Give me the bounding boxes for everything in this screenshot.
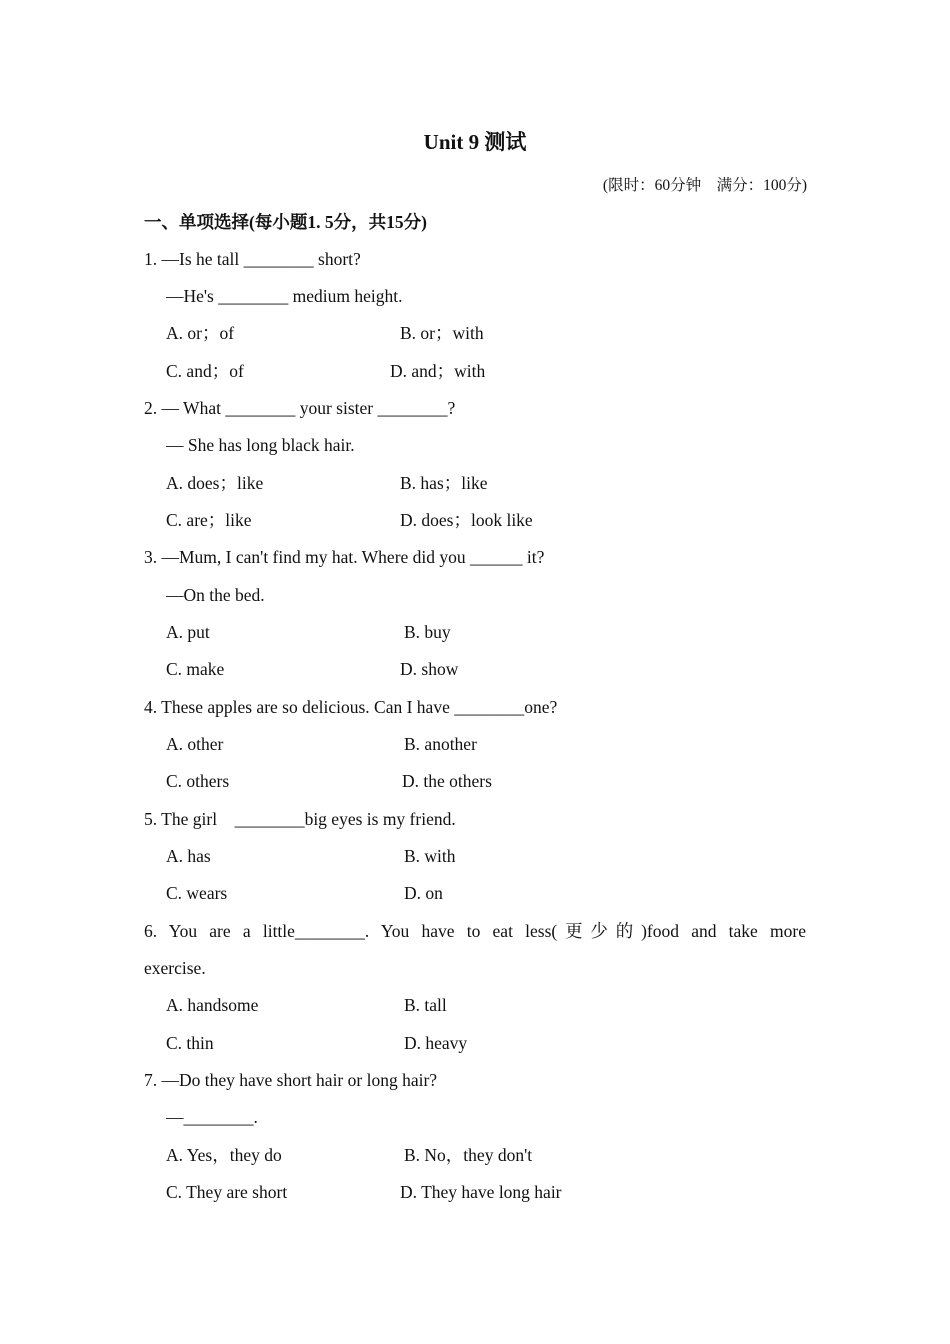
question-7-stem: 7. —Do they have short hair or long hair? [144,1070,438,1090]
question-2-option-c: C. are；like [166,510,252,530]
question-7-option-a: A. Yes，they do [166,1145,282,1165]
question-2-option-d: D. does；look like [400,510,533,530]
question-1-option-b: B. or；with [400,323,484,343]
question-5-option-b: B. with [404,846,456,866]
question-7-option-c: C. They are short [166,1182,288,1202]
question-7-option-d: D. They have long hair [400,1182,562,1202]
question-4-stem: 4. These apples are so delicious. Can I have ________one? [144,697,558,717]
question-3-option-b: B. buy [404,622,451,642]
question-1-option-c: C. and；of [166,361,244,381]
question-6-option-a: A. handsome [166,995,259,1015]
question-6-stem-continued: exercise. [144,958,206,978]
question-4-option-c: C. others [166,771,230,791]
question-5-option-d: D. on [404,883,443,903]
page-title: Unit 9 测试 [423,130,527,154]
section-heading: 一、单项选择(每小题1. 5分，共15分) [144,212,427,232]
time-and-score: (限时：60分钟 满分：100分) [602,177,807,194]
question-6-option-d: D. heavy [404,1033,468,1053]
question-2-option-a: A. does；like [166,473,264,493]
question-5-stem: 5. The girl ________big eyes is my friend. [144,809,456,829]
question-6-option-b: B. tall [404,995,447,1015]
question-7-stem-reply: —________. [166,1107,258,1127]
question-7-option-b: B. No，they don't [404,1145,533,1165]
question-2-option-b: B. has；like [400,473,488,493]
question-1-option-d: D. and；with [390,361,486,381]
question-2-stem-reply: — She has long black hair. [166,435,355,455]
question-6-option-c: C. thin [166,1033,214,1053]
question-2-stem: 2. — What ________ your sister ________? [144,398,456,418]
question-1-stem-reply: —He's ________ medium height. [166,286,403,306]
question-4-option-d: D. the others [402,771,492,791]
question-5-option-c: C. wears [166,883,228,903]
question-3-option-c: C. make [166,659,225,679]
question-1-option-a: A. or；of [166,323,235,343]
question-1-stem: 1. —Is he tall ________ short? [144,249,361,269]
question-3-stem: 3. —Mum, I can't find my hat. Where did you ______ it? [144,547,545,567]
question-3-option-a: A. put [166,622,210,642]
question-4-option-b: B. another [404,734,477,754]
question-6-stem: 6. You are a little________. You have to eat less(更少的)food and take more [144,921,806,941]
question-3-stem-reply: —On the bed. [166,585,265,605]
question-4-option-a: A. other [166,734,224,754]
question-3-option-d: D. show [400,659,459,679]
question-5-option-a: A. has [166,846,211,866]
